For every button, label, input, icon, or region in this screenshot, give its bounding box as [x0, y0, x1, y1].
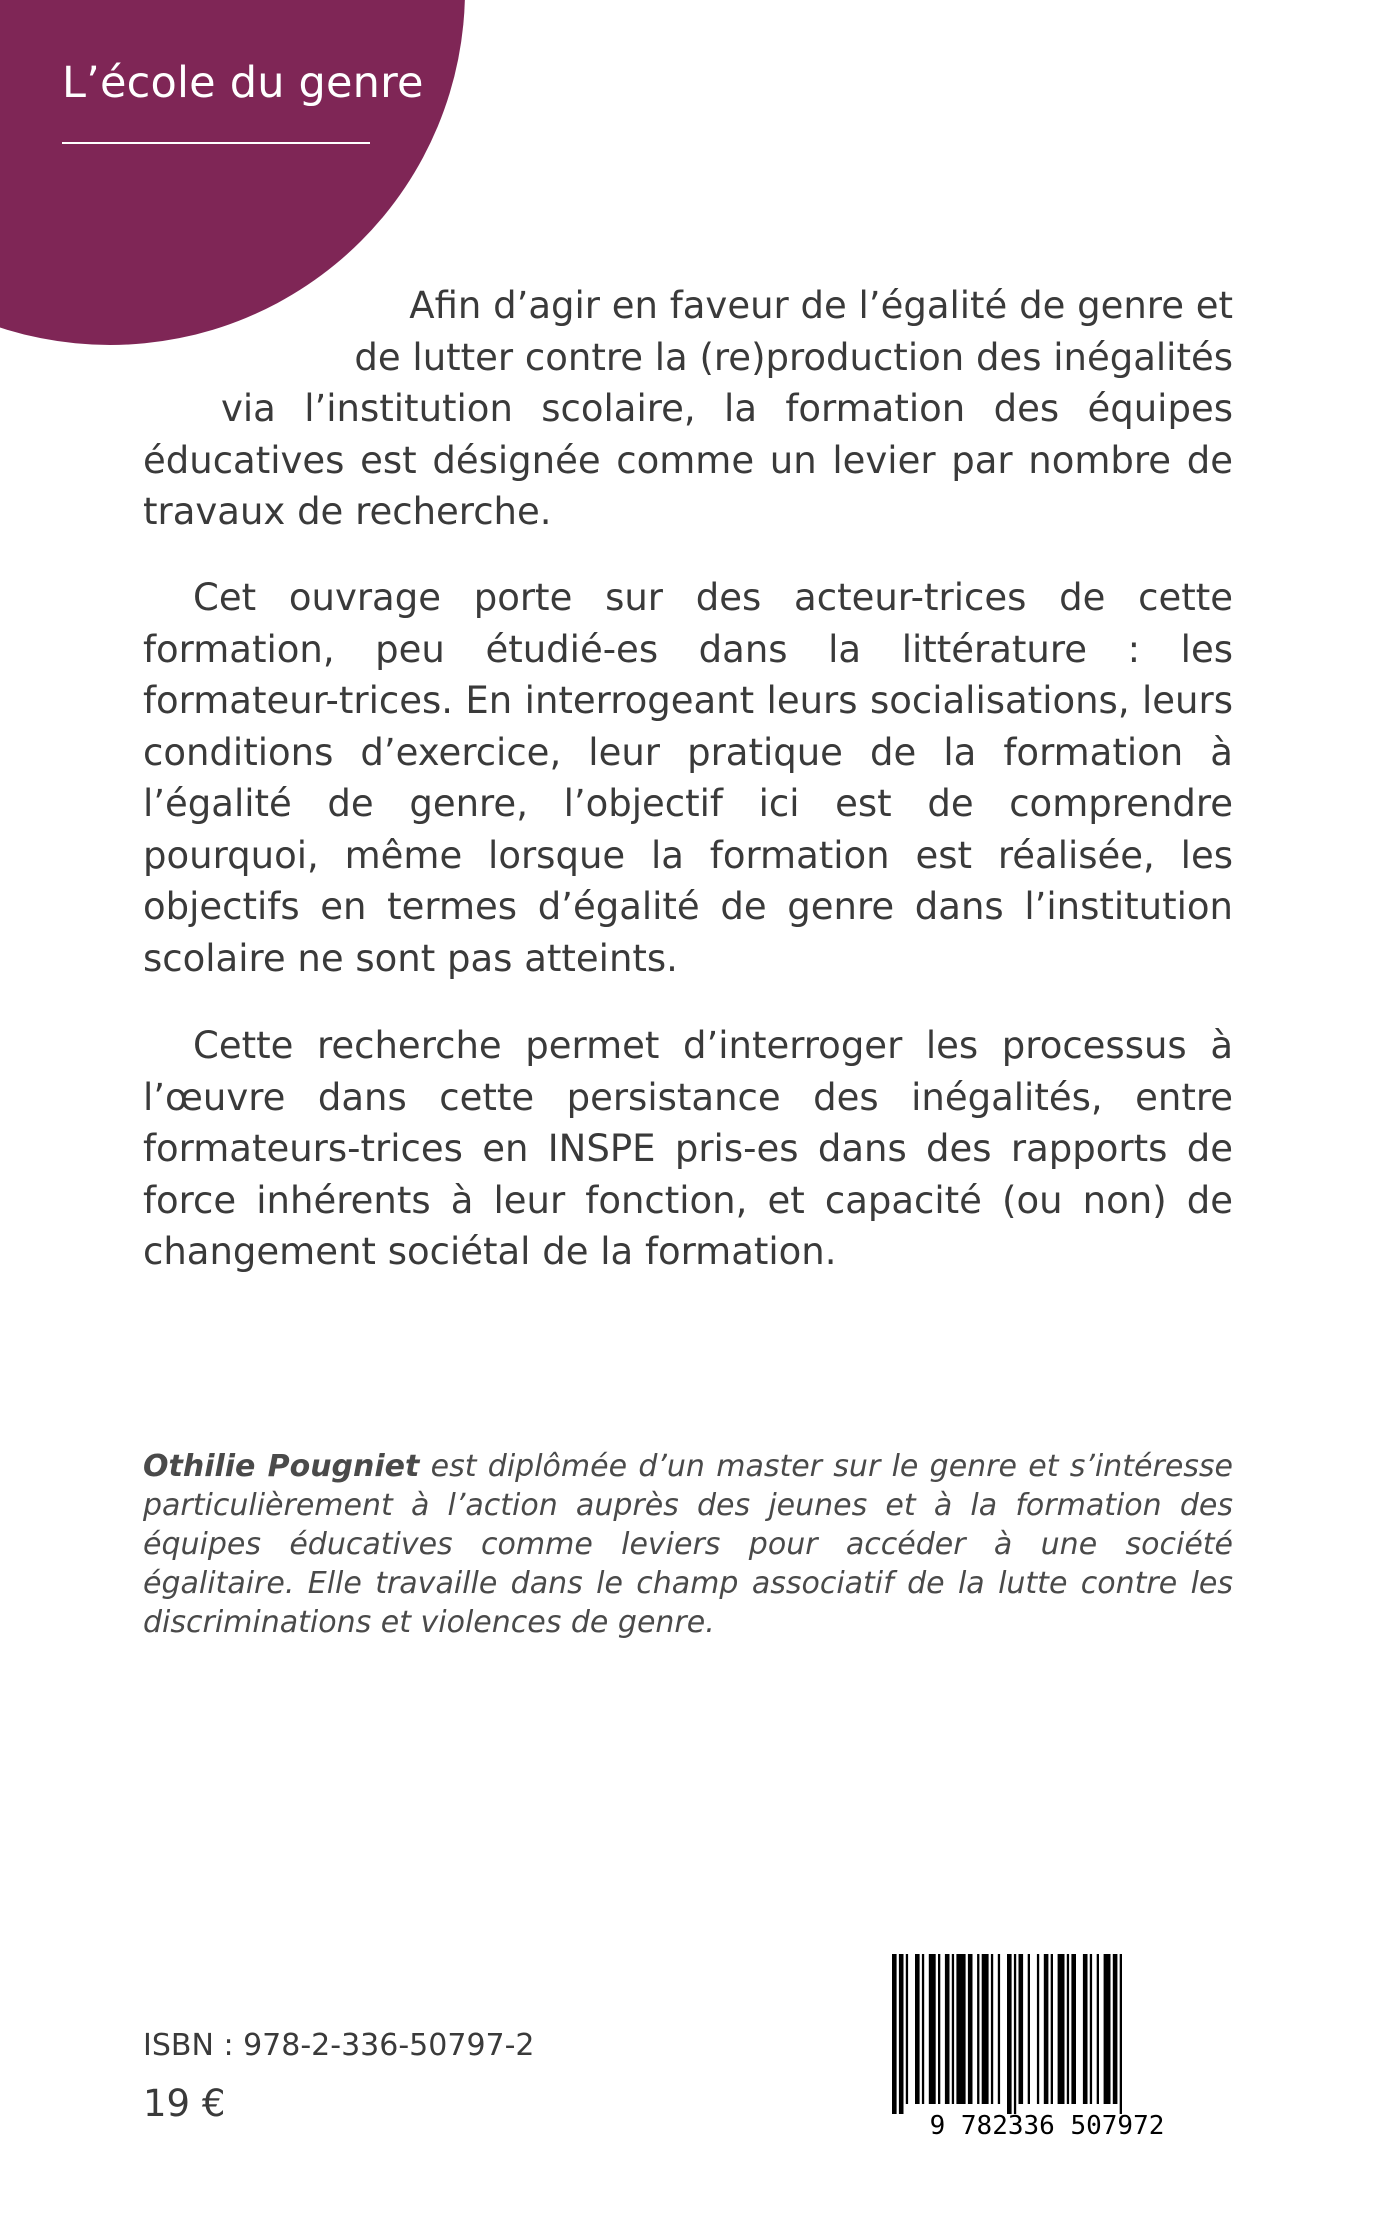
- summary-line: Afin d’agir en faveur de l’égalité de genre et: [409, 284, 1233, 327]
- barcode-bar: [1120, 1954, 1122, 2114]
- barcode-bar: [952, 1954, 954, 2104]
- barcode-bar: [977, 1954, 979, 2104]
- isbn: ISBN : 978-2-336-50797-2: [143, 2028, 535, 2063]
- barcode-bar: [1007, 1954, 1012, 2114]
- barcode-bar: [892, 1954, 897, 2114]
- barcode-bar: [915, 1954, 920, 2104]
- series-divider: [62, 142, 370, 144]
- barcode-bar: [1067, 1954, 1069, 2104]
- summary-line: de lutter contre la (re)production des inégalités: [354, 335, 1233, 379]
- barcode-bar: [1044, 1954, 1049, 2104]
- summary-paragraph-1: [143, 280, 1233, 538]
- barcode-bar: [956, 1954, 965, 2104]
- author-bio-text: est diplômée d’un master sur le genre et s’intéresse particulièrement à l’action auprès des jeunes et à la formation des équipes éducatives comme leviers pour accéder à une société égalitaire. Elle travaille dans le champ associatif de la lutte contre les discriminations et violences de genre.: [143, 1449, 1233, 1640]
- barcode-bar: [1083, 1954, 1088, 2104]
- barcode-bar: [922, 1954, 924, 2104]
- author-bio: [143, 1447, 1233, 1642]
- barcode-bar: [1028, 1954, 1030, 2104]
- barcode-bar: [1097, 1954, 1099, 2104]
- series-title: L’école du genre: [62, 58, 424, 108]
- barcode-digits: 9 782336 507972: [929, 2111, 1165, 2140]
- barcode-bar: [938, 1954, 940, 2104]
- price: 19 €: [143, 2082, 226, 2125]
- barcode-bar: [991, 1954, 993, 2104]
- barcode-bar: [929, 1954, 936, 2104]
- summary-paragraph-2: [143, 572, 1233, 984]
- summary-paragraph-2-text: Cet ouvrage porte sur des acteur-trices de cette formation, peu étudié-es dans la littérature : les formateur-trices. En interrogeant leurs socialisations, leurs conditions d’exercice, leur pratique de la formation à l’égalité de genre, l’objectif ici est de comprendre pourquoi, même lorsque la formation est réalisée, les objectifs en termes d’égalité de genre dans l’institution scolaire ne sont pas atteints.: [143, 576, 1233, 980]
- summary-paragraph-3: [143, 1020, 1233, 1278]
- barcode-bar: [968, 1954, 973, 2104]
- summary-line: éducatives est désignée comme un levier par nombre de: [143, 438, 1233, 482]
- summary-line: via l’institution scolaire, la formation des équipes: [221, 387, 1233, 430]
- barcode-bar: [1090, 1954, 1092, 2104]
- barcode-bar: [899, 1954, 904, 2114]
- barcode-bar: [982, 1954, 989, 2104]
- barcode-bar: [906, 1954, 908, 2104]
- barcode-bar: [945, 1954, 950, 2104]
- barcode-bar: [1014, 1954, 1016, 2114]
- barcode-bar: [1071, 1954, 1076, 2104]
- barcode-bar: [1051, 1954, 1053, 2104]
- author-name: Othilie Pougniet: [143, 1449, 420, 1484]
- barcode-bar: [1019, 1954, 1024, 2104]
- barcode-bar: [1113, 1954, 1118, 2104]
- barcode-bar: [1104, 1954, 1111, 2104]
- barcode: [880, 1950, 1215, 2140]
- summary-paragraph-3-text: Cette recherche permet d’interroger les processus à l’œuvre dans cette persistance des inégalités, entre formateurs-trices en INSPE pris-es dans des rapports de force inhérents à leur fonction, et capacité (ou non) de changement sociétal de la formation.: [143, 1024, 1233, 1273]
- barcode-bar: [998, 1954, 1000, 2104]
- barcode-bar: [1058, 1954, 1065, 2104]
- barcode-bar: [1037, 1954, 1039, 2104]
- summary-line: travaux de recherche.: [143, 490, 552, 533]
